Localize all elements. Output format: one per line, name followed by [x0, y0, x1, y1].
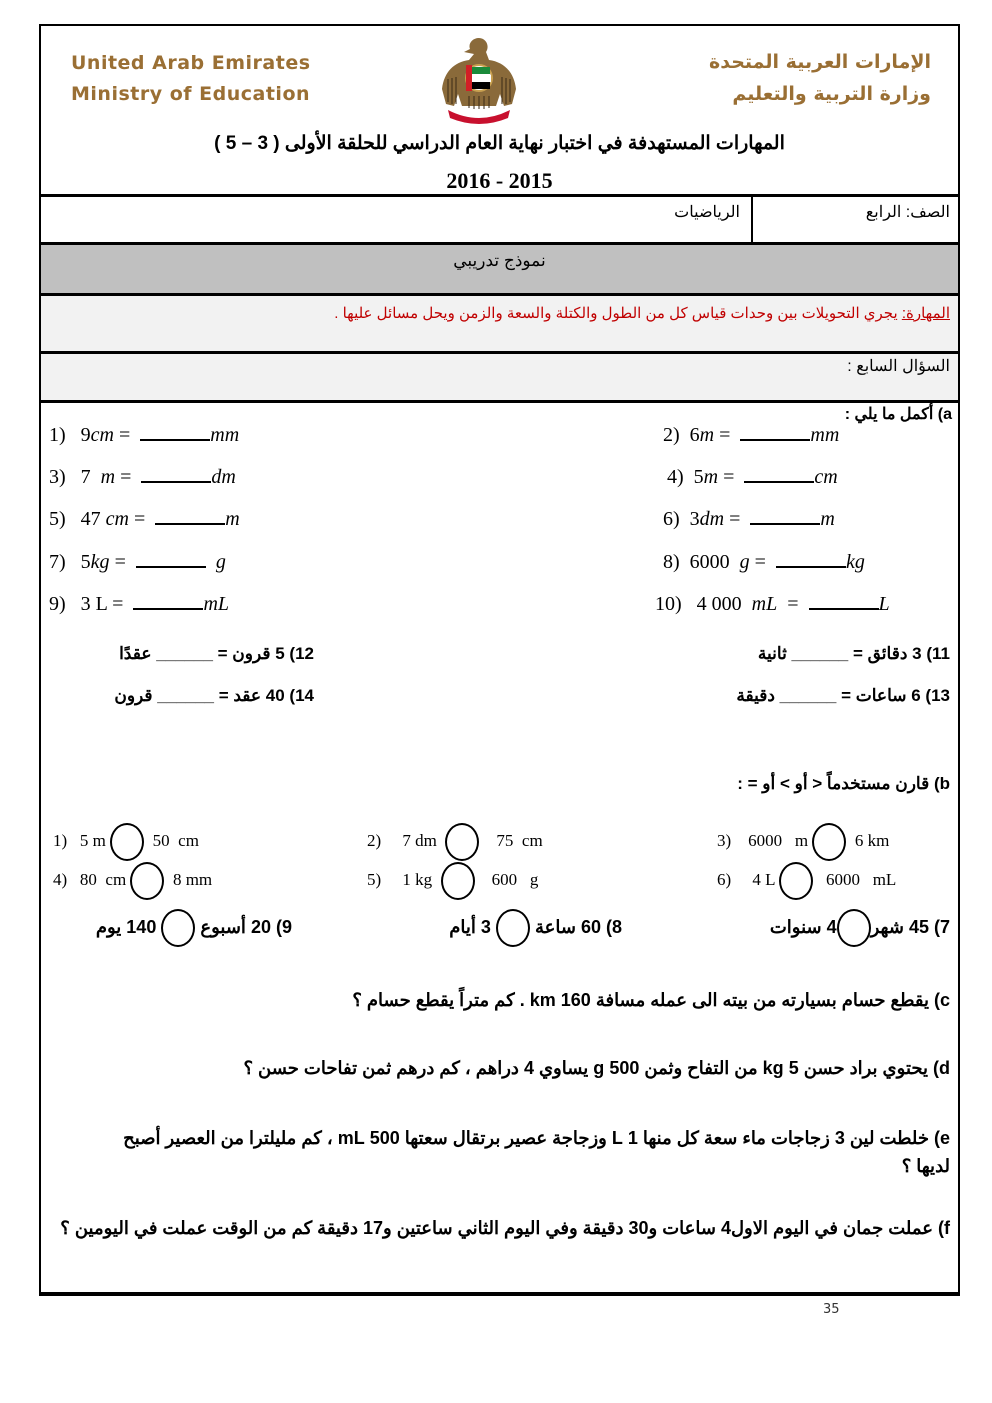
part-a-right-column [655, 424, 890, 635]
worksheet-frame [39, 24, 960, 1296]
compare-circle[interactable] [110, 823, 144, 861]
conversion-item: 10) 4 000 mL = L [655, 593, 890, 615]
word-problem-f: f) عملت جمان في اليوم الاول4 ساعات و30 دقيقة وفي اليوم الثاني ساعتين و17 دقيقة كم من الوقت عملت في اليومين ؟ [60, 1218, 950, 1238]
part-a-left-column [49, 424, 240, 635]
divider [41, 194, 958, 197]
academic-year: 2016 - 2015 [446, 168, 553, 193]
ministry-logo-english [71, 48, 311, 110]
divider [751, 197, 753, 242]
conversion-item: 2) 6m = mm [663, 424, 840, 446]
page-number: 35 [823, 1302, 840, 1317]
compare-item: 4) 80 cm 8 mm [53, 862, 212, 900]
divider [41, 400, 958, 403]
compare-circle[interactable] [441, 862, 475, 900]
compare-item: 8) 60 ساعة 3 أيام [449, 909, 622, 947]
practice-band [41, 245, 958, 293]
skill-description: يجري التحويلات بين وحدات قياس كل من الطول والكتلة والسعة والزمن ويحل مسائل عليها . [334, 305, 902, 322]
ministry-logo-arabic [709, 46, 931, 110]
answer-blank[interactable] [140, 425, 210, 441]
compare-circle[interactable] [837, 909, 871, 947]
conversion-item: 3) 7 m = dm [49, 466, 236, 488]
grade-label: الصف: الرابع [865, 204, 950, 221]
logo-ar-line2: وزارة التربية والتعليم [732, 83, 931, 105]
time-conversion-item: 12) 5 قرون = ______ عقدًا [119, 644, 314, 663]
skill-label: المهارة: [901, 305, 950, 322]
conversion-item: 9) 3 L = mL [49, 593, 230, 615]
conversion-item: 5) 47 cm = m [49, 508, 240, 530]
compare-circle[interactable] [161, 909, 195, 947]
word-problem-e: e) خلطت لين 3 زجاجات ماء سعة كل منها 1 L وزجاجة عصير برتقال سعتها 500 mL ، كم مليلترا من العصير أصبح لديها ؟ [123, 1128, 950, 1176]
skill-text [41, 304, 958, 322]
time-conversion-item: 14) 40 عقد = ______ قرون [114, 686, 314, 705]
answer-blank[interactable] [133, 594, 203, 610]
conversion-item: 7) 5kg = g [49, 551, 226, 573]
logo-ar-line1: الإمارات العربية المتحدة [709, 51, 931, 73]
answer-blank[interactable] [809, 594, 879, 610]
logo-en-line1: United Arab Emirates [71, 52, 311, 74]
question-title: السؤال السابع : [847, 358, 950, 375]
skill-band [41, 296, 958, 351]
word-problem-d: d) يحتوي براد حسن 5 kg من التفاح وثمن 500 g يساوي 4 دراهم ، كم درهم ثمن تفاحات حسن ؟ [243, 1058, 950, 1078]
answer-blank[interactable] [136, 552, 206, 568]
compare-item: 6) 4 L 6000 mL [717, 862, 896, 900]
compare-circle[interactable] [812, 823, 846, 861]
conversion-item: 8) 6000 g = kg [663, 551, 865, 573]
time-conversion-item: 13) 6 ساعات = ______ دقيقة [736, 686, 950, 705]
compare-item: 5) 1 kg 600 g [367, 862, 538, 900]
compare-circle[interactable] [496, 909, 530, 947]
answer-blank[interactable] [141, 467, 211, 483]
practice-label: نموذج تدريبي [453, 251, 546, 270]
question-band [41, 354, 958, 400]
compare-item: 3) 6000 m 6 km [717, 823, 889, 861]
conversion-item: 4) 5m = cm [667, 466, 838, 488]
conversion-item: 6) 3dm = m [663, 508, 835, 530]
subject-label: الرياضيات [674, 204, 740, 221]
compare-circle[interactable] [779, 862, 813, 900]
part-a-label: a) أكمل ما يلي : [844, 406, 952, 423]
answer-blank[interactable] [750, 509, 820, 525]
compare-item: 2) 7 dm 75 cm [367, 823, 543, 861]
logo-en-line2: Ministry of Education [71, 83, 311, 105]
answer-blank[interactable] [744, 467, 814, 483]
answer-blank[interactable] [155, 509, 225, 525]
compare-item: 7) 45 شهر4 سنوات [770, 909, 950, 947]
uae-emblem-icon [434, 34, 524, 124]
compare-item: 1) 5 m 50 cm [53, 823, 199, 861]
compare-circle[interactable] [445, 823, 479, 861]
time-conversion-item: 11) 3 دقائق = ______ ثانية [757, 644, 950, 663]
word-problem-c: c) يقطع حسام بسيارته من بيته الى عمله مسافة 160 km . كم متراً يقطع حسام ؟ [352, 990, 950, 1010]
part-b-label: b) قارن مستخدماً < أو > أو = : [737, 774, 950, 793]
answer-blank[interactable] [740, 425, 810, 441]
compare-circle[interactable] [130, 862, 164, 900]
compare-item: 9) 20 أسبوع 140 يوم [96, 909, 292, 947]
conversion-item: 1) 9cm = mm [49, 424, 240, 446]
answer-blank[interactable] [776, 552, 846, 568]
page-title: المهارات المستهدفة في اختبار نهاية العام الدراسي للحلقة الأولى ( 3 – 5 ) [214, 133, 785, 154]
